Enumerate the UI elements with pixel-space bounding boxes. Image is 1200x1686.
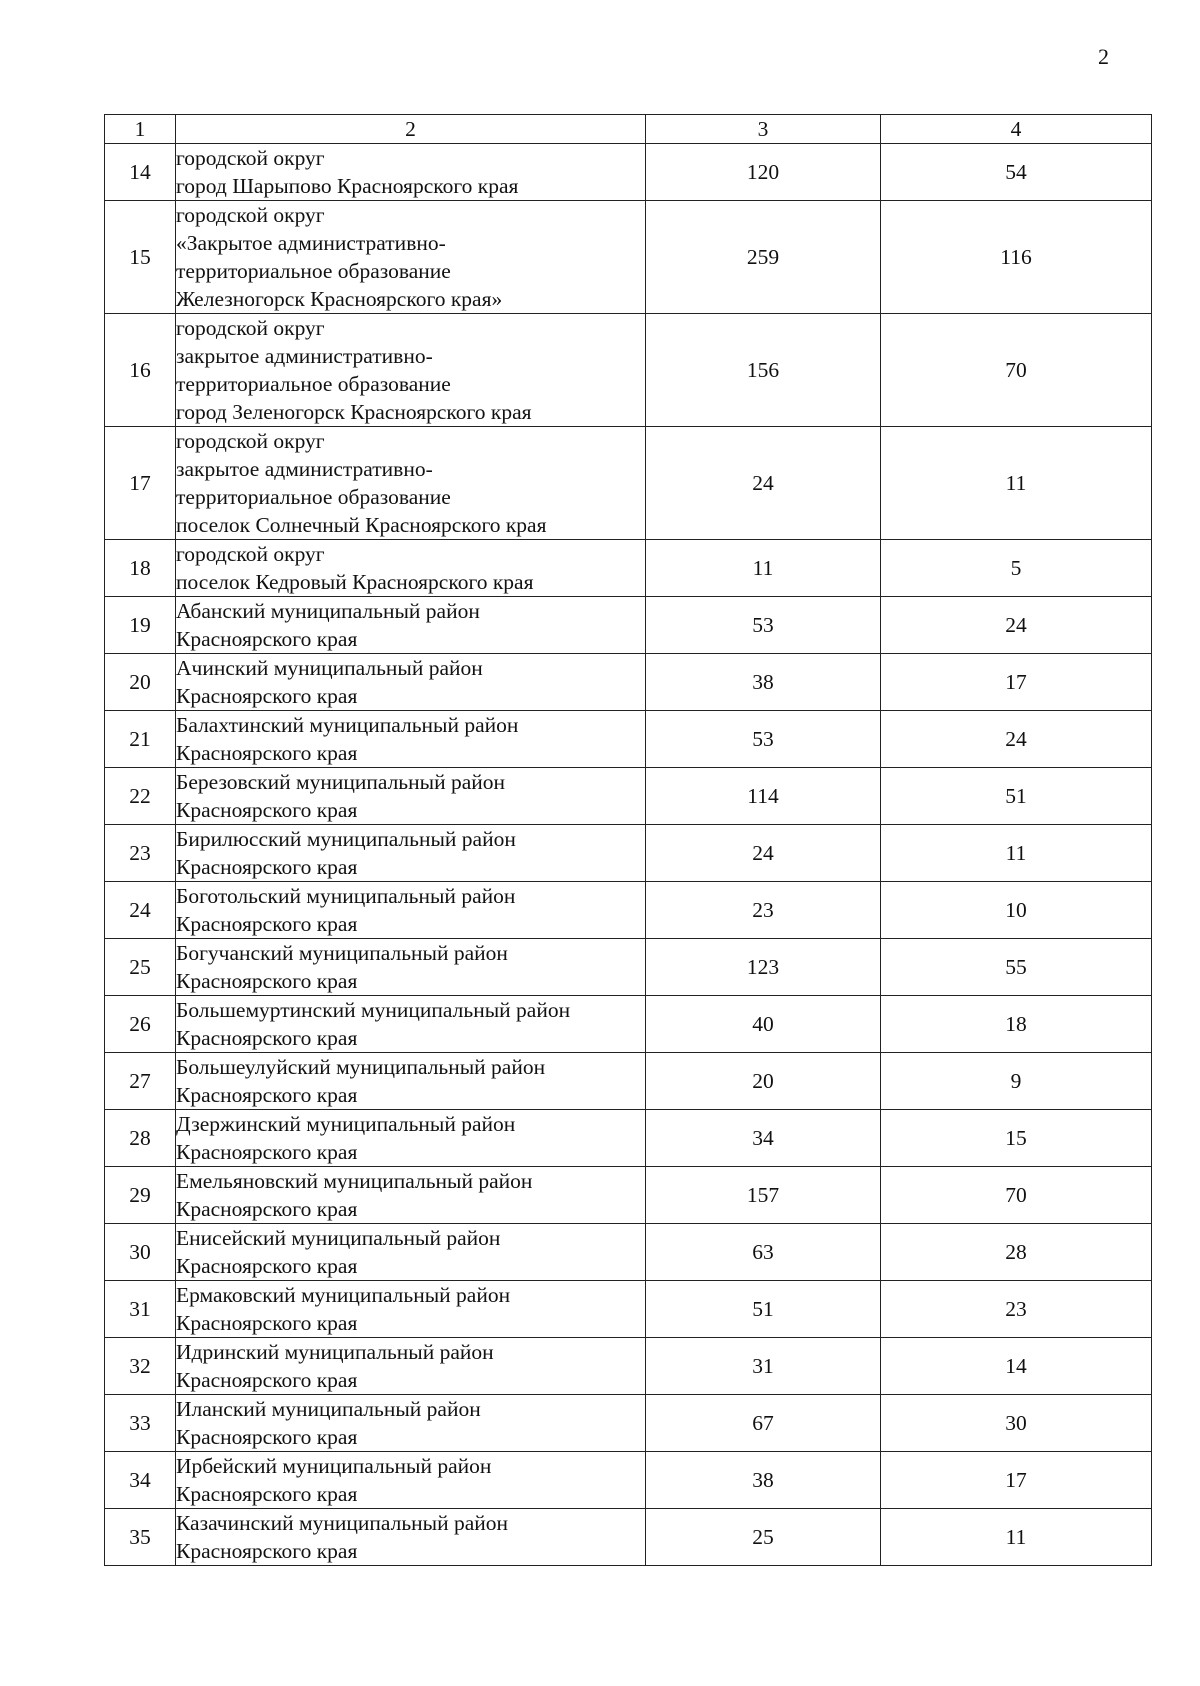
municipality-name: Дзержинский муниципальный район Красноярского края: [176, 1110, 646, 1167]
municipality-name: Балахтинский муниципальный район Красноярского края: [176, 711, 646, 768]
municipality-name: городской округ закрытое административно- территориальное образование город Зеленогорск Красноярского края: [176, 314, 646, 427]
table-row: [105, 540, 1152, 597]
row-number: 23: [105, 825, 176, 882]
table-row: [105, 1281, 1152, 1338]
table-row: [105, 1167, 1152, 1224]
value-col-4: 5: [881, 540, 1152, 597]
value-col-4: 70: [881, 314, 1152, 427]
row-number: 25: [105, 939, 176, 996]
value-col-3: 53: [646, 597, 881, 654]
value-col-3: 38: [646, 654, 881, 711]
municipality-name: Емельяновский муниципальный район Красноярского края: [176, 1167, 646, 1224]
value-col-3: 38: [646, 1452, 881, 1509]
value-col-4: 70: [881, 1167, 1152, 1224]
municipality-name: Большемуртинский муниципальный район Красноярского края: [176, 996, 646, 1053]
table-row: [105, 1509, 1152, 1566]
municipality-name: городской округ город Шарыпово Красноярского края: [176, 144, 646, 201]
value-col-4: 11: [881, 825, 1152, 882]
table-row: [105, 201, 1152, 314]
value-col-4: 54: [881, 144, 1152, 201]
page-number: 2: [1098, 44, 1109, 69]
value-col-3: 156: [646, 314, 881, 427]
data-table: [104, 114, 1152, 1566]
value-col-3: 67: [646, 1395, 881, 1452]
value-col-3: 53: [646, 711, 881, 768]
value-col-3: 114: [646, 768, 881, 825]
table-row: [105, 711, 1152, 768]
municipality-name: городской округ закрытое административно- территориальное образование поселок Солнечный Красноярского края: [176, 427, 646, 540]
table-row: [105, 768, 1152, 825]
row-number: 31: [105, 1281, 176, 1338]
municipality-name: городской округ поселок Кедровый Красноярского края: [176, 540, 646, 597]
column-header-2: 2: [176, 115, 646, 144]
value-col-4: 116: [881, 201, 1152, 314]
table-header: [105, 115, 1152, 144]
row-number: 14: [105, 144, 176, 201]
value-col-4: 28: [881, 1224, 1152, 1281]
table-row: [105, 1110, 1152, 1167]
value-col-4: 11: [881, 1509, 1152, 1566]
municipality-name: Ирбейский муниципальный район Красноярского края: [176, 1452, 646, 1509]
table-row: [105, 996, 1152, 1053]
row-number: 22: [105, 768, 176, 825]
row-number: 32: [105, 1338, 176, 1395]
value-col-4: 14: [881, 1338, 1152, 1395]
table-row: [105, 1452, 1152, 1509]
value-col-4: 23: [881, 1281, 1152, 1338]
row-number: 21: [105, 711, 176, 768]
value-col-4: 24: [881, 711, 1152, 768]
row-number: 15: [105, 201, 176, 314]
value-col-4: 51: [881, 768, 1152, 825]
value-col-4: 11: [881, 427, 1152, 540]
row-number: 17: [105, 427, 176, 540]
row-number: 18: [105, 540, 176, 597]
value-col-3: 20: [646, 1053, 881, 1110]
value-col-3: 23: [646, 882, 881, 939]
municipality-name: Большеулуйский муниципальный район Красноярского края: [176, 1053, 646, 1110]
table-row: [105, 939, 1152, 996]
value-col-3: 25: [646, 1509, 881, 1566]
municipality-name: Енисейский муниципальный район Красноярского края: [176, 1224, 646, 1281]
table-row: [105, 314, 1152, 427]
row-number: 19: [105, 597, 176, 654]
row-number: 20: [105, 654, 176, 711]
table-row: [105, 654, 1152, 711]
value-col-4: 24: [881, 597, 1152, 654]
table-row: [105, 1224, 1152, 1281]
value-col-4: 30: [881, 1395, 1152, 1452]
municipality-name: Казачинский муниципальный район Красноярского края: [176, 1509, 646, 1566]
value-col-4: 10: [881, 882, 1152, 939]
value-col-3: 34: [646, 1110, 881, 1167]
value-col-4: 55: [881, 939, 1152, 996]
row-number: 27: [105, 1053, 176, 1110]
row-number: 26: [105, 996, 176, 1053]
row-number: 24: [105, 882, 176, 939]
municipality-name: Абанский муниципальный район Красноярского края: [176, 597, 646, 654]
value-col-4: 17: [881, 654, 1152, 711]
value-col-4: 17: [881, 1452, 1152, 1509]
table-row: [105, 1053, 1152, 1110]
row-number: 33: [105, 1395, 176, 1452]
value-col-4: 9: [881, 1053, 1152, 1110]
table-row: [105, 825, 1152, 882]
table-row: [105, 1338, 1152, 1395]
municipality-name: городской округ «Закрытое административно- территориальное образование Железногорск Красноярского края»: [176, 201, 646, 314]
value-col-3: 259: [646, 201, 881, 314]
table-row: [105, 1395, 1152, 1452]
row-number: 16: [105, 314, 176, 427]
table-body: [105, 144, 1152, 1566]
municipality-name: Боготольский муниципальный район Красноярского края: [176, 882, 646, 939]
row-number: 29: [105, 1167, 176, 1224]
row-number: 30: [105, 1224, 176, 1281]
table-row: [105, 144, 1152, 201]
value-col-3: 120: [646, 144, 881, 201]
row-number: 34: [105, 1452, 176, 1509]
municipality-name: Ермаковский муниципальный район Красноярского края: [176, 1281, 646, 1338]
municipality-name: Иланский муниципальный район Красноярского края: [176, 1395, 646, 1452]
value-col-3: 11: [646, 540, 881, 597]
municipality-name: Идринский муниципальный район Красноярского края: [176, 1338, 646, 1395]
municipality-name: Березовский муниципальный район Красноярского края: [176, 768, 646, 825]
column-header-4: 4: [881, 115, 1152, 144]
value-col-3: 123: [646, 939, 881, 996]
row-number: 28: [105, 1110, 176, 1167]
municipality-name: Бирилюсский муниципальный район Красноярского края: [176, 825, 646, 882]
column-header-1: 1: [105, 115, 176, 144]
municipality-name: Ачинский муниципальный район Красноярского края: [176, 654, 646, 711]
header-row: [105, 115, 1152, 144]
table-row: [105, 882, 1152, 939]
value-col-3: 40: [646, 996, 881, 1053]
table-row: [105, 597, 1152, 654]
value-col-3: 157: [646, 1167, 881, 1224]
municipality-name: Богучанский муниципальный район Красноярского края: [176, 939, 646, 996]
value-col-3: 31: [646, 1338, 881, 1395]
value-col-4: 18: [881, 996, 1152, 1053]
value-col-3: 24: [646, 825, 881, 882]
value-col-3: 24: [646, 427, 881, 540]
column-header-3: 3: [646, 115, 881, 144]
value-col-3: 51: [646, 1281, 881, 1338]
table-row: [105, 427, 1152, 540]
value-col-4: 15: [881, 1110, 1152, 1167]
row-number: 35: [105, 1509, 176, 1566]
value-col-3: 63: [646, 1224, 881, 1281]
